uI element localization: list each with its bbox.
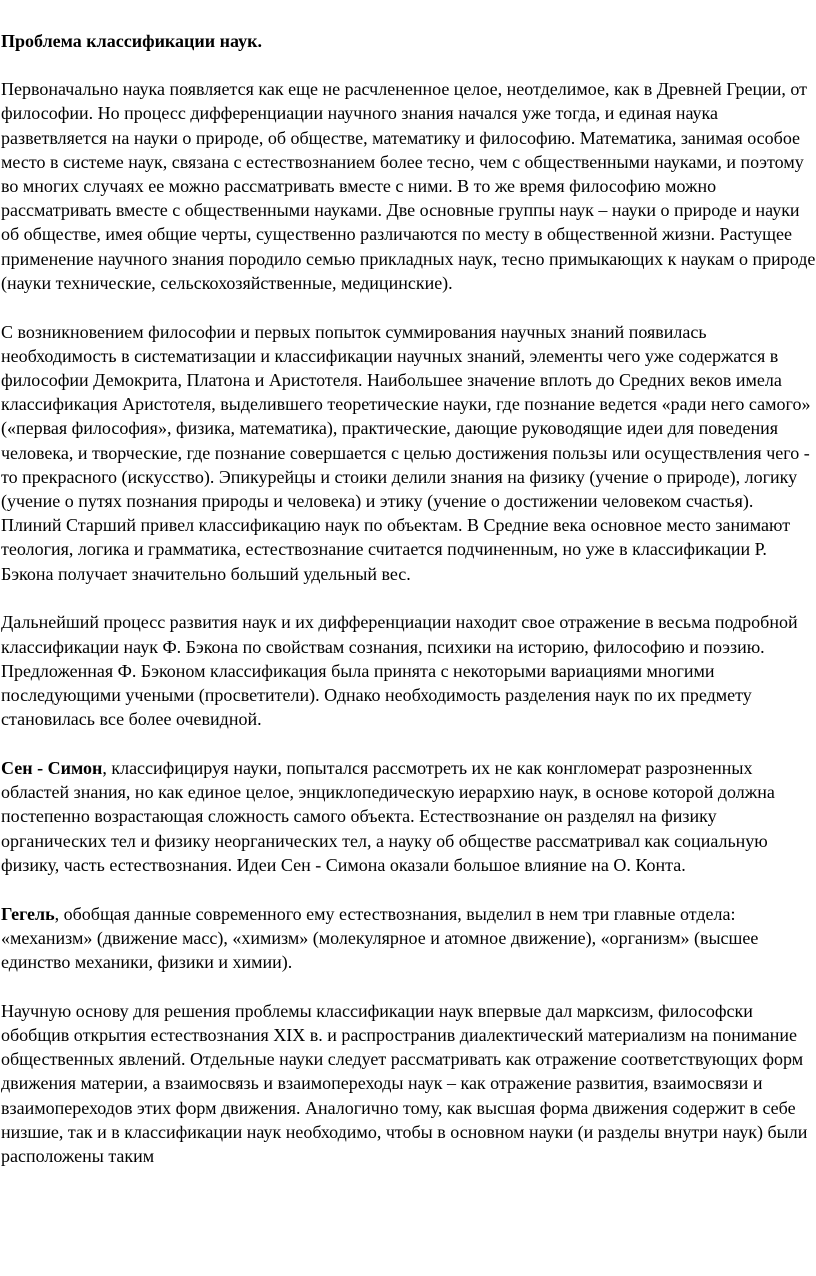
paragraph-lead-term: Гегель	[1, 903, 55, 924]
paragraph-early-classifications	[1, 320, 816, 586]
paragraph-lead-term: Сен - Симон	[1, 758, 103, 779]
paragraph-text: Научную основу для решения проблемы классификации наук впервые дал марксизм, философски обобщив открытия естествознания XIX в. и распространив диалектический материализм на понимание общественных явлений. Отдельные науки следует рассматривать как отражение соответствующих форм движения материи, а взаимосвязь и взаимопереходы наук – как отражение развития, взаимосвязи и взаимопереходов этих форм движения. Аналогично тому, как высшая форма движения содержит в себе низшие, так и в классификации наук необходимо, чтобы в основном науки (и разделы внутри наук) были расположены таким	[1, 1000, 808, 1167]
paragraph-text: , обобщая данные современного ему естествознания, выделил в нем три главные отдела: «механизм» (движение масс), «химизм» (молекулярное и атомное движение), «организм» (высшее единство механики, физики и химии).	[1, 903, 759, 973]
paragraph-intro	[1, 77, 816, 295]
document-page	[0, 29, 816, 1193]
paragraph-marxism	[1, 999, 816, 1168]
document-title: Проблема классификации наук.	[1, 31, 262, 51]
paragraph-text: , классифицируя науки, попытался рассмотреть их не как конгломерат разрозненных областей знания, но как единое целое, энциклопедическую иерархию наук, в основе которой должна постепенно возрастающая сложность самого объекта. Естествознание он разделял на физику органических тел и физику неорганических тел, а науку об обществе рассматривал как социальную физику, часть естествознания. Идеи Сен - Симона оказали большое влияние на О. Конта.	[1, 758, 775, 875]
paragraph-saint-simon	[1, 756, 816, 877]
paragraph-text: Первоначально наука появляется как еще не расчлененное целое, неотделимое, как в Древней Греции, от философии. Но процесс дифференциации научного знания начался уже тогда, и единая наука разветвляется на науки о природе, об обществе, математику и философию. Математика, занимая особое место в системе наук, связана с естествознанием более тесно, чем с общественными науками, и поэтому во многих случаях ее можно рассматривать вместе с ними. В то же время философию можно рассматривать вместе с общественными науками. Две основные группы наук – науки о природе и науки об обществе, имея общие черты, существенно различаются по месту в общественной жизни. Растущее применение научного знания породило семью прикладных наук, тесно примыкающих к наукам о природе (науки технические, сельскохозяйственные, медицинские).	[1, 79, 816, 293]
paragraph-hegel	[1, 902, 816, 975]
paragraph-bacon	[1, 610, 816, 731]
paragraph-text: Дальнейший процесс развития наук и их дифференциации находит свое отражение в весьма подробной классификации наук Ф. Бэкона по свойствам сознания, психики на историю, философию и поэзию. Предложенная Ф. Бэконом классификация была принята с некоторыми вариациями многими последующими учеными (просветители). Однако необходимость разделения наук по их предмету становилась все более очевидной.	[1, 612, 798, 730]
paragraph-text: С возникновением философии и первых попыток суммирования научных знаний появилась необходимость в систематизации и классификации научных знаний, элементы чего уже содержатся в философии Демокрита, Платона и Аристотеля. Наибольшее значение вплоть до Средних веков имела классификация Аристотеля, выделившего теоретические науки, где познание ведется «ради него самого» («первая философия», физика, математика), практические, дающие руководящие идеи для поведения человека, и творческие, где познание совершается с целью достижения пользы или осуществления чего - то прекрасного (искусство). Эпикурейцы и стоики делили знания на физику (учение о природе), логику (учение о путях познания природы и человека) и этику (учение о достижении человеком счастья). Плиний Старший привел классификацию наук по объектам. В Средние века основное место занимают теология, логика и грамматика, естествознание считается подчиненным, но уже в классификации Р. Бэкона получает значительно больший удельный вес.	[1, 321, 811, 584]
